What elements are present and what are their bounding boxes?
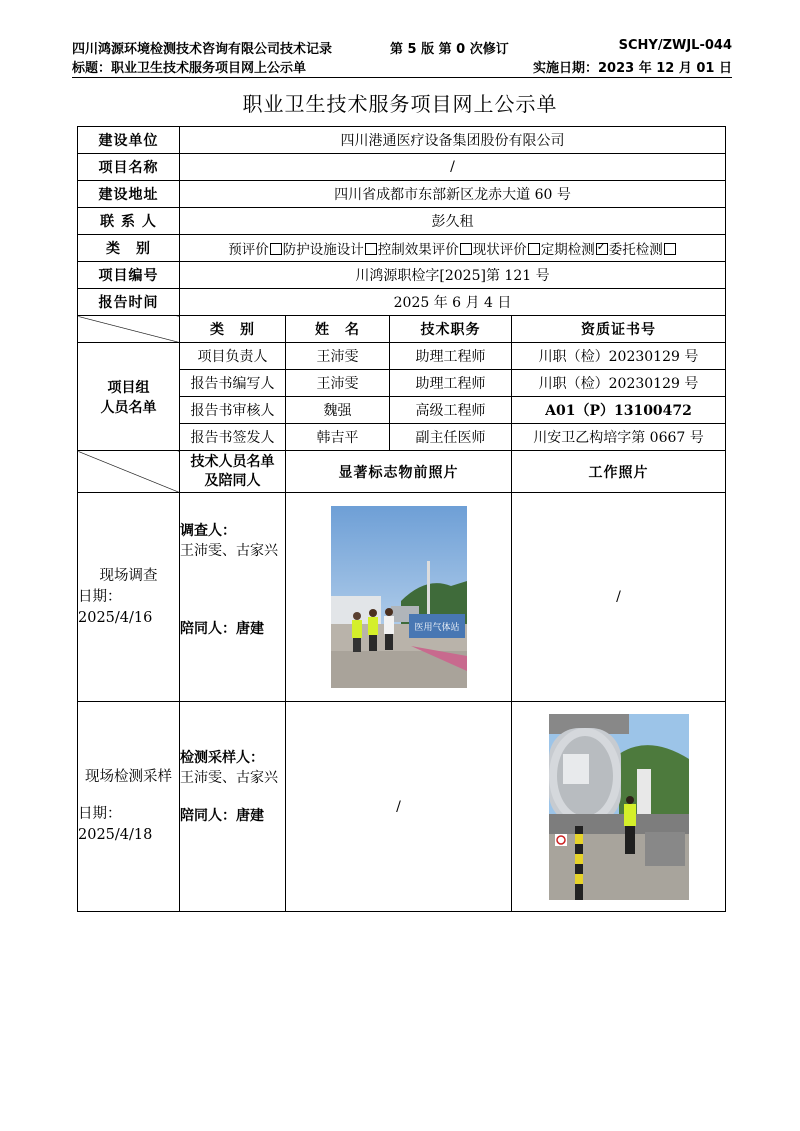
staff-group-label: 项目组 人员名单 — [78, 343, 180, 451]
staff-name: 韩吉平 — [286, 424, 390, 451]
col-cert: 资质证书号 — [512, 316, 726, 343]
sampling-work-photo-cell — [512, 702, 726, 912]
staff-role: 报告书签发人 — [180, 424, 286, 451]
doc-code: SCHY/ZWJL-044 — [618, 38, 732, 53]
category-option: 现状评价 — [473, 242, 541, 258]
diagonal-cell — [78, 316, 180, 343]
staff-role: 报告书编写人 — [180, 370, 286, 397]
category-checkbox-3[interactable] — [528, 243, 540, 255]
staff-name: 王沛雯 — [286, 343, 390, 370]
category-option: 定期检测✓ — [541, 242, 609, 258]
staff-role: 报告书审核人 — [180, 397, 286, 424]
row-contact — [78, 208, 726, 235]
survey-sign-photo-cell — [286, 493, 512, 702]
staff-header-row — [78, 316, 726, 343]
col-title: 技术职务 — [390, 316, 512, 343]
survey-row — [78, 493, 726, 702]
work-photo-image — [549, 714, 689, 900]
category-checkbox-0[interactable] — [270, 243, 282, 255]
category-option: 防护设施设计 — [283, 242, 378, 258]
row-category — [78, 235, 726, 262]
row-project-no — [78, 262, 726, 289]
col-name: 姓 名 — [286, 316, 390, 343]
project-no-label: 项目编号 — [78, 262, 180, 289]
sign-photo-image — [331, 506, 467, 688]
staff-role: 项目负责人 — [180, 343, 286, 370]
row-project-name — [78, 154, 726, 181]
staff-cert: 川职（检）20230129 号 — [512, 370, 726, 397]
company-name: 四川鸿源环境检测技术咨询有限公司技术记录 — [72, 42, 333, 57]
doc-subject: 标题：职业卫生技术服务项目网上公示单 — [72, 61, 307, 76]
category-checkbox-5[interactable] — [664, 243, 676, 255]
address-label: 建设地址 — [78, 181, 180, 208]
staff-title: 助理工程师 — [390, 343, 512, 370]
survey-work-photo-cell: / — [512, 493, 726, 702]
sampling-row — [78, 702, 726, 912]
row-unit — [78, 127, 726, 154]
sign-photo — [331, 506, 467, 688]
category-option: 预评价 — [228, 242, 283, 258]
survey-staff-cell: 调查人： 王沛雯、古家兴 陪同人：唐建 — [180, 493, 286, 702]
staff-title: 高级工程师 — [390, 397, 512, 424]
category-option: 控制效果评价 — [378, 242, 473, 258]
project-no-value: 川鸿源职检字[2025]第 121 号 — [180, 262, 726, 289]
staff-row — [78, 343, 726, 370]
staff-cert: A01（P）13100472 — [512, 397, 726, 424]
impl-date: 实施日期：2023 年 12 月 01 日 — [533, 61, 732, 76]
doc-header-line2 — [72, 57, 732, 78]
staff-title: 副主任医师 — [390, 424, 512, 451]
sampling-staff-cell: 检测采样人： 王沛雯、古家兴 陪同人：唐建 — [180, 702, 286, 912]
work-photo — [549, 714, 689, 900]
report-time-label: 报告时间 — [78, 289, 180, 316]
unit-value: 四川港通医疗设备集团股份有限公司 — [180, 127, 726, 154]
staff-name: 魏强 — [286, 397, 390, 424]
row-address — [78, 181, 726, 208]
diagonal-cell — [78, 451, 180, 493]
staff-title: 助理工程师 — [390, 370, 512, 397]
col-category: 类 别 — [180, 316, 286, 343]
disclosure-table — [77, 126, 726, 912]
project-name-label: 项目名称 — [78, 154, 180, 181]
sampling-sign-photo-cell: / — [286, 702, 512, 912]
doc-header-line1 — [72, 38, 732, 56]
col-sign-photo: 显著标志物前照片 — [286, 451, 512, 493]
row-report-time — [78, 289, 726, 316]
survey-date-cell: 现场调查 日期： 2025/4/16 — [78, 493, 180, 702]
col-work-photo: 工作照片 — [512, 451, 726, 493]
staff-cert: 川安卫乙构培字第 0667 号 — [512, 424, 726, 451]
sign-text: 医用气体站 — [413, 623, 460, 633]
category-checkbox-2[interactable] — [460, 243, 472, 255]
photo-header-row — [78, 451, 726, 493]
unit-label: 建设单位 — [78, 127, 180, 154]
version-text: 第 5 版 第 0 次修订 — [390, 42, 509, 57]
page-title: 职业卫生技术服务项目网上公示单 — [242, 92, 558, 116]
project-name-value: / — [180, 154, 726, 181]
category-label: 类 别 — [78, 235, 180, 262]
category-options — [180, 235, 726, 262]
staff-name: 王沛雯 — [286, 370, 390, 397]
sampling-date-cell: 现场检测采样 日期： 2025/4/18 — [78, 702, 180, 912]
category-checkbox-4[interactable] — [596, 243, 608, 255]
address-value: 四川省成都市东部新区龙赤大道 60 号 — [180, 181, 726, 208]
col-staff-companions: 技术人员名单及陪同人 — [180, 451, 286, 493]
report-time-value: 2025 年 6 月 4 日 — [180, 289, 726, 316]
category-option: 委托检测 — [609, 242, 677, 258]
contact-label: 联 系 人 — [78, 208, 180, 235]
contact-value: 彭久租 — [180, 208, 726, 235]
staff-cert: 川职（检）20230129 号 — [512, 343, 726, 370]
category-checkbox-1[interactable] — [365, 243, 377, 255]
